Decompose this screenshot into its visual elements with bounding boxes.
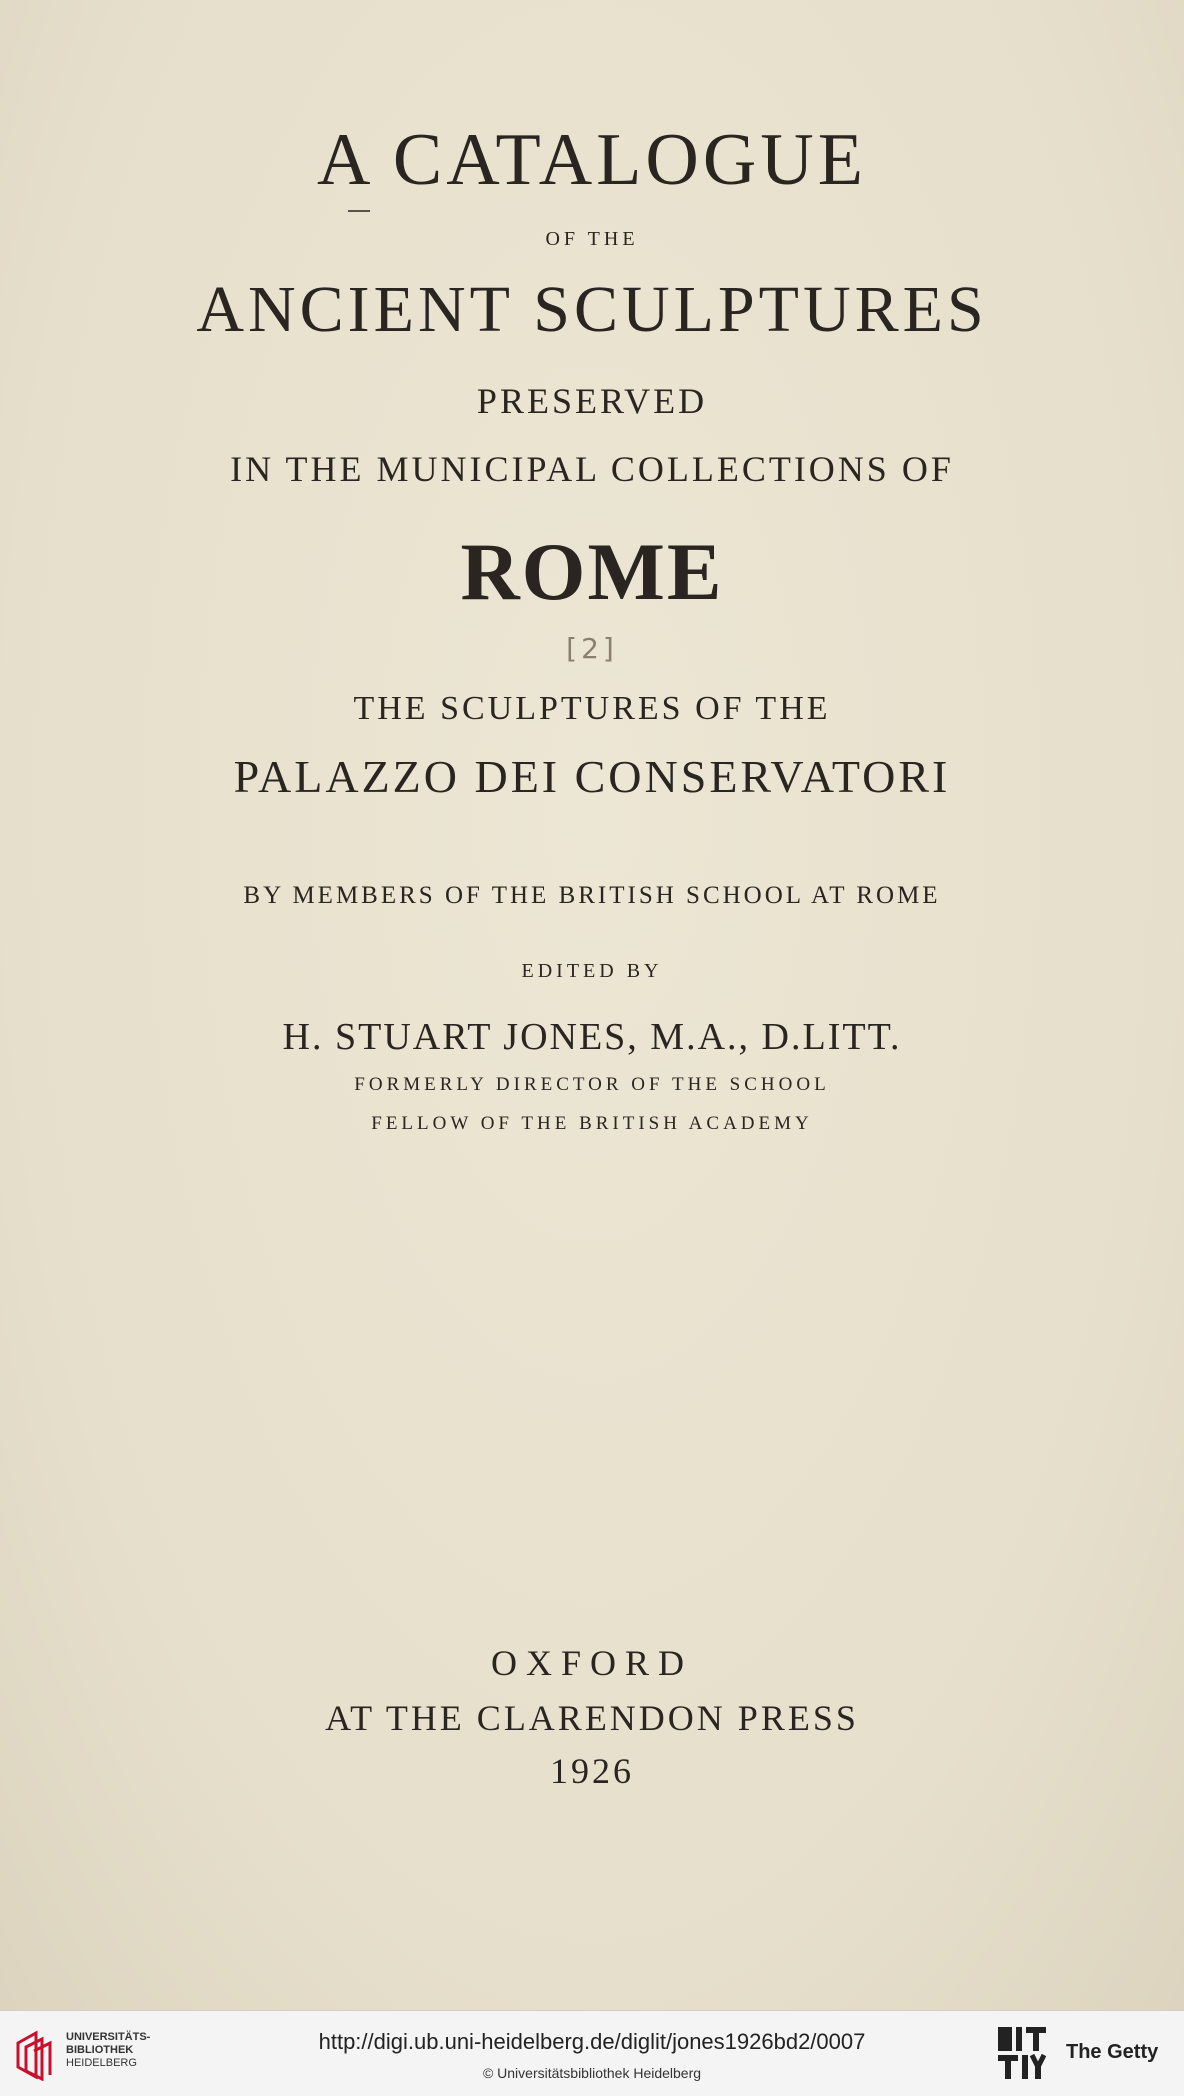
viewer-footer	[0, 2010, 1184, 2096]
permalink-url[interactable]: http://digi.ub.uni-heidelberg.de/diglit/jones1926bd2/0007	[318, 2029, 866, 2054]
subtitle-sculptures-of-the: THE SCULPTURES OF THE	[353, 690, 831, 727]
getty-label: The Getty	[1066, 2041, 1159, 2063]
getty-logo-icon[interactable]	[996, 2025, 1048, 2081]
imprint-publisher: AT THE CLARENDON PRESS	[325, 1698, 859, 1738]
title-preserved: PRESERVED	[476, 381, 708, 421]
library-name-line-2: BIBLIOTHEK	[66, 2044, 134, 2056]
title-of-the: OF THE	[545, 228, 639, 250]
authors-line: BY MEMBERS OF THE BRITISH SCHOOL AT ROME	[243, 882, 941, 909]
title-a-catalogue: A CATALOGUE	[317, 119, 867, 201]
editor-name: H. STUART JONES, M.A., D.LITT.	[282, 1016, 902, 1058]
copyright-notice: © Universitätsbibliothek Heidelberg	[482, 2065, 702, 2081]
pencil-volume-note: [2]	[566, 632, 618, 665]
library-name-line-1: UNIVERSITÄTS-	[66, 2031, 151, 2043]
editor-role-2: FELLOW OF THE BRITISH ACADEMY	[371, 1113, 813, 1134]
library-name-line-3: HEIDELBERG	[66, 2057, 137, 2069]
imprint-place: OXFORD	[490, 1643, 694, 1683]
subtitle-palazzo: PALAZZO DEI CONSERVATORI	[233, 751, 951, 802]
title-rome: ROME	[460, 526, 724, 617]
ink-dash	[348, 210, 370, 212]
edited-by: EDITED BY	[521, 960, 663, 982]
editor-role-1: FORMERLY DIRECTOR OF THE SCHOOL	[354, 1074, 830, 1095]
title-municipal-collections: IN THE MUNICIPAL COLLECTIONS OF	[230, 449, 954, 489]
imprint-year: 1926	[550, 1751, 634, 1791]
title-ancient-sculptures: ANCIENT SCULPTURES	[196, 273, 988, 346]
